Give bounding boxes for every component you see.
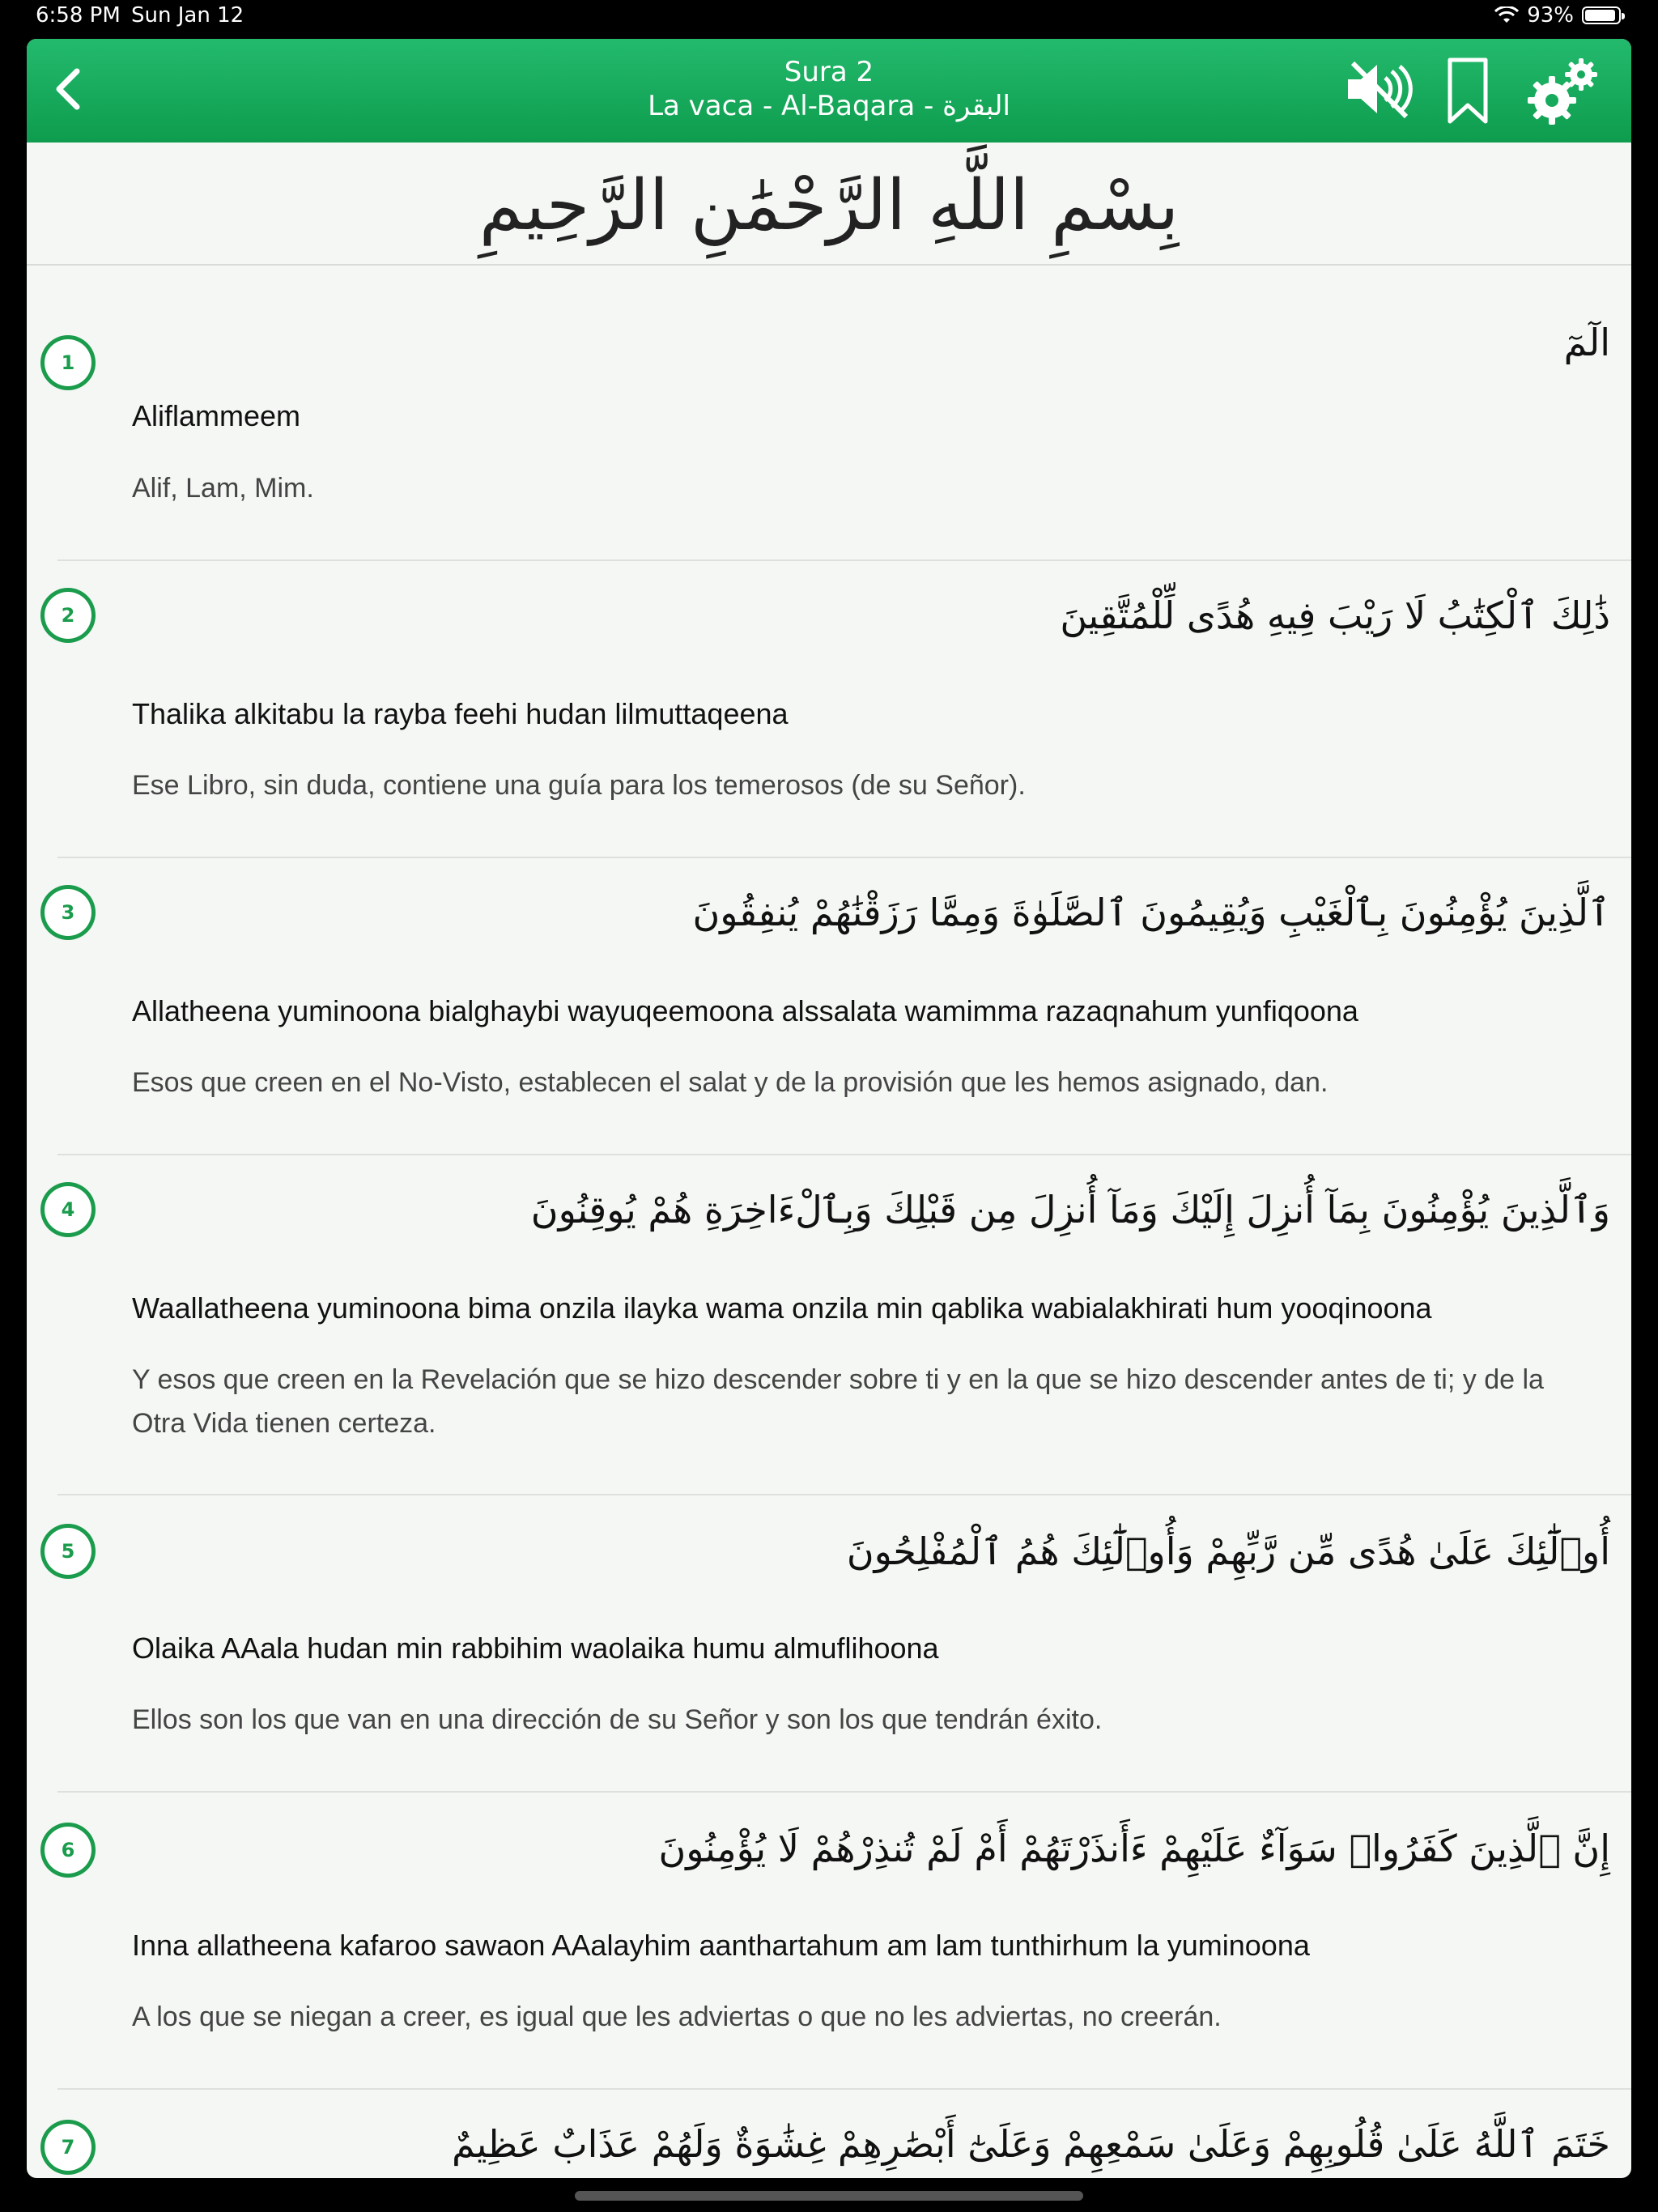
- verse-number-badge: [38, 333, 98, 393]
- verse-arabic: ذَٰلِكَ ٱلْكِتَٰبُ لَا رَيْبَ فِيهِ هُدًى لِّلْمُتَّقِينَ: [1060, 593, 1610, 637]
- verse-number: 4: [61, 1198, 75, 1221]
- verse-transliteration: Allatheena yuminoona bialghaybi wayuqeemoona alssalata wamimma razaqnahum yunfiqoona: [132, 994, 1358, 1027]
- nav-header: [27, 39, 1631, 143]
- verse-translation: Ese Libro, sin duda, contiene una guía para los temerosos (de su Señor).: [132, 770, 1026, 801]
- page-subtitle: La vaca - Al-Baqara - البقرة: [648, 90, 1010, 122]
- sura-screen: [27, 39, 1631, 2178]
- home-indicator[interactable]: [575, 2191, 1083, 2201]
- verse-number-badge: [38, 1521, 98, 1581]
- verse-translation: Alif, Lam, Mim.: [132, 473, 314, 504]
- verse-transliteration: Waallatheena yuminoona bima onzila ilayka wama onzila min qablika wabialakhirati hum yooqinoona: [132, 1291, 1432, 1325]
- verse-number-badge: [38, 883, 98, 942]
- verse-number: 6: [61, 1839, 75, 1861]
- verse-row[interactable]: [27, 264, 1631, 561]
- verse-number: 1: [61, 351, 75, 374]
- speaker-muted-icon[interactable]: [1343, 57, 1413, 121]
- verse-arabic: إِنَّ ٱلَّذِينَ كَفَرُوا۟ سَوَآءٌ عَلَيْهِمْ ءَأَنذَرْتَهُمْ أَمْ لَمْ تُنذِرْهُمْ لَا يُؤْمِنُونَ: [658, 1827, 1610, 1870]
- wifi-icon: [1494, 6, 1519, 24]
- verse-translation: Y esos que creen en la Revelación que se hizo descender sobre ti y en la que se hizo descender antes de ti; y de la Otra Vida tienen certeza.: [132, 1364, 1544, 1439]
- verse-number-badge: [38, 2117, 98, 2177]
- bismillah-banner: [27, 143, 1631, 266]
- gear-icon[interactable]: [1521, 57, 1602, 130]
- status-time: 6:58 PM: [36, 3, 121, 28]
- bookmark-icon[interactable]: [1445, 57, 1490, 126]
- verse-translation: A los que se niegan a creer, es igual que les adviertas o que no les adviertas, no creerán.: [132, 2001, 1222, 2032]
- verse-row[interactable]: [27, 858, 1631, 1155]
- verse-row[interactable]: [27, 1155, 1631, 1495]
- verse-translation: Esos que creen en el No-Visto, establecen el salat y de la provisión que les hemos asignado, dan.: [132, 1067, 1329, 1098]
- verse-number: 5: [61, 1540, 75, 1563]
- verse-number: 3: [61, 901, 75, 924]
- verse-number-badge: [38, 1820, 98, 1880]
- status-bar: [0, 0, 1658, 37]
- verse-number: 2: [61, 604, 75, 627]
- status-date: Sun Jan 12: [131, 3, 244, 28]
- battery-icon: [1582, 6, 1621, 24]
- verse-arabic: أُو۟لَٰٓئِكَ عَلَىٰ هُدًى مِّن رَّبِّهِمْ وَأُو۟لَٰٓئِكَ هُمُ ٱلْمُفْلِحُونَ: [846, 1529, 1610, 1573]
- bismillah-text: بِسْمِ اللَّهِ الرَّحْمَٰنِ الرَّحِيمِ: [478, 165, 1180, 246]
- verse-translation: Ellos son los que van en una dirección de su Señor y son los que tendrán éxito.: [132, 1704, 1103, 1735]
- verse-arabic: الٓمٓ: [1563, 321, 1610, 364]
- page-title: Sura 2: [784, 56, 874, 88]
- verse-number-badge: [38, 1180, 98, 1240]
- verse-arabic: ٱلَّذِينَ يُؤْمِنُونَ بِٱلْغَيْبِ وَيُقِيمُونَ ٱلصَّلَوٰةَ وَمِمَّا رَزَقْنَٰهُمْ يُنفِقُونَ: [692, 891, 1610, 934]
- verse-transliteration: Olaika AAala hudan min rabbihim waolaika humu almuflihoona: [132, 1631, 939, 1665]
- verse-transliteration: Thalika alkitabu la rayba feehi hudan lilmuttaqeena: [132, 697, 789, 730]
- battery-percent: 93%: [1527, 3, 1574, 28]
- verse-arabic: وَٱلَّذِينَ يُؤْمِنُونَ بِمَآ أُنزِلَ إِلَيْكَ وَمَآ أُنزِلَ مِن قَبْلِكَ وَبِٱلْءَاخِرَةِ هُمْ يُوقِنُونَ: [530, 1188, 1610, 1231]
- verse-row[interactable]: [27, 561, 1631, 858]
- verse-row[interactable]: [27, 1495, 1631, 1793]
- verse-row[interactable]: [27, 2090, 1631, 2178]
- verse-transliteration: Inna allatheena kafaroo sawaon AAalayhim aanthartahum am lam tunthirhum la yuminoona: [132, 1929, 1310, 1962]
- status-right: [1494, 3, 1621, 28]
- verse-number-badge: [38, 585, 98, 645]
- verse-number: 7: [61, 2136, 75, 2159]
- verse-transliteration: Aliflammeem: [132, 399, 301, 432]
- verse-arabic: خَتَمَ ٱللَّهُ عَلَىٰ قُلُوبِهِمْ وَعَلَىٰ سَمْعِهِمْ وَعَلَىٰٓ أَبْصَٰرِهِمْ غِشَٰوَةٌ وَلَهُمْ عَذَابٌ عَظِيمٌ: [452, 2122, 1610, 2166]
- verse-row[interactable]: [27, 1793, 1631, 2090]
